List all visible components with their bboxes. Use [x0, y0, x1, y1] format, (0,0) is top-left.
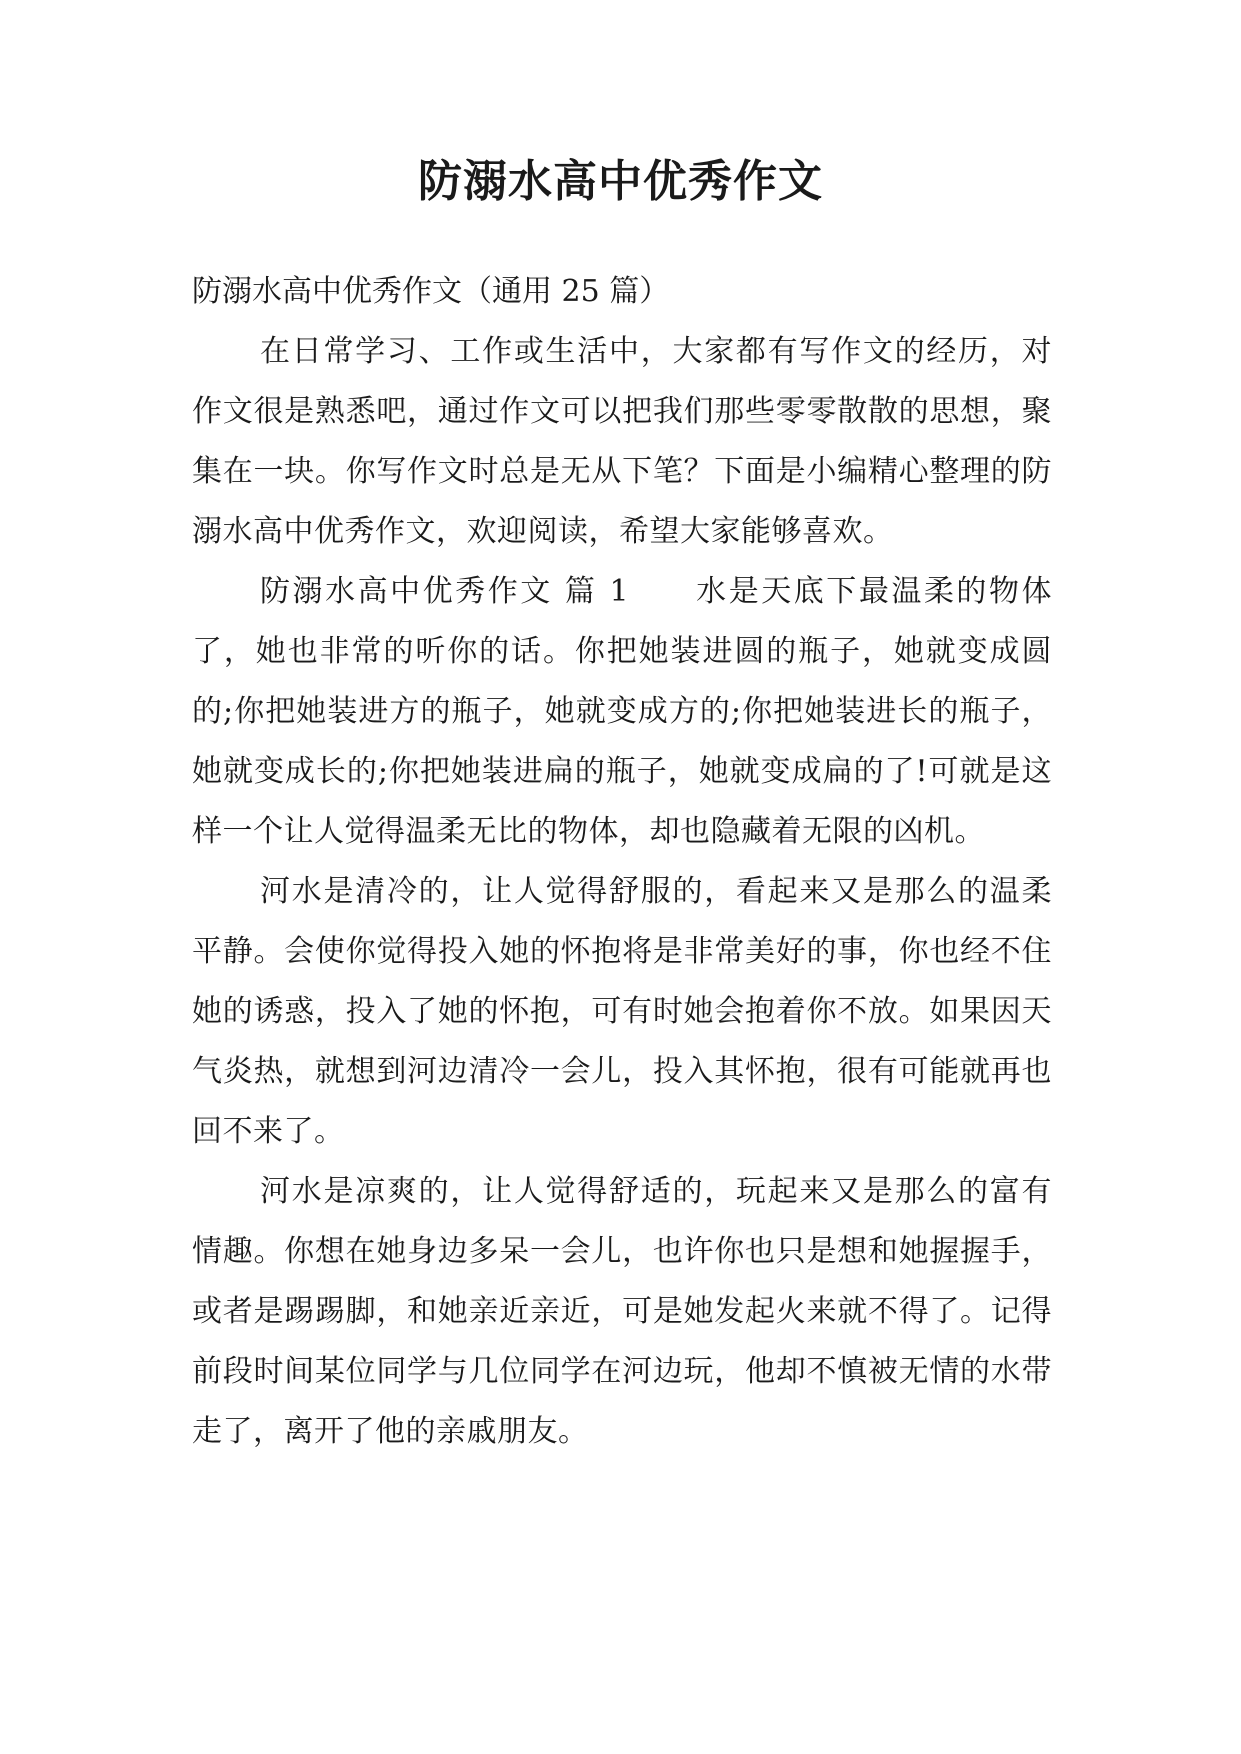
paragraph-1: 防溺水高中优秀作文 篇 1 水是天底下最温柔的物体了，她也非常的听你的话。你把她装进圆的瓶子，她就变成圆的;你把她装进方的瓶子，她就变成方的;你把她装进长的瓶子，她就变成长的;你把她装进扁的瓶子，她就变成扁的了!可就是这样一个让人觉得温柔无比的物体，却也隐藏着无限的凶机。: [192, 574, 1052, 849]
document-subtitle: 防溺水高中优秀作文（通用 25 篇）: [192, 274, 670, 309]
paragraph-2: 河水是清冷的，让人觉得舒服的，看起来又是那么的温柔平静。会使你觉得投入她的怀抱将是非常美好的事，你也经不住她的诱惑，投入了她的怀抱，可有时她会抱着你不放。如果因天气炎热，就想到河边清冷一会儿，投入其怀抱，很有可能就再也回不来了。: [192, 874, 1052, 1149]
document-title: 防溺水高中优秀作文: [418, 156, 823, 207]
paragraph-3: 河水是凉爽的，让人觉得舒适的，玩起来又是那么的富有情趣。你想在她身边多呆一会儿，也许你也只是想和她握握手，或者是踢踢脚，和她亲近亲近，可是她发起火来就不得了。记得前段时间某位同学与几位同学在河边玩，他却不慎被无情的水带走了，离开了他的亲戚朋友。: [192, 1174, 1052, 1449]
paragraph-intro: 在日常学习、工作或生活中，大家都有写作文的经历，对作文很是熟悉吧，通过作文可以把我们那些零零散散的思想，聚集在一块。你写作文时总是无从下笔？下面是小编精心整理的防溺水高中优秀作文，欢迎阅读，希望大家能够喜欢。: [192, 334, 1052, 549]
document-body: [192, 262, 1052, 1462]
